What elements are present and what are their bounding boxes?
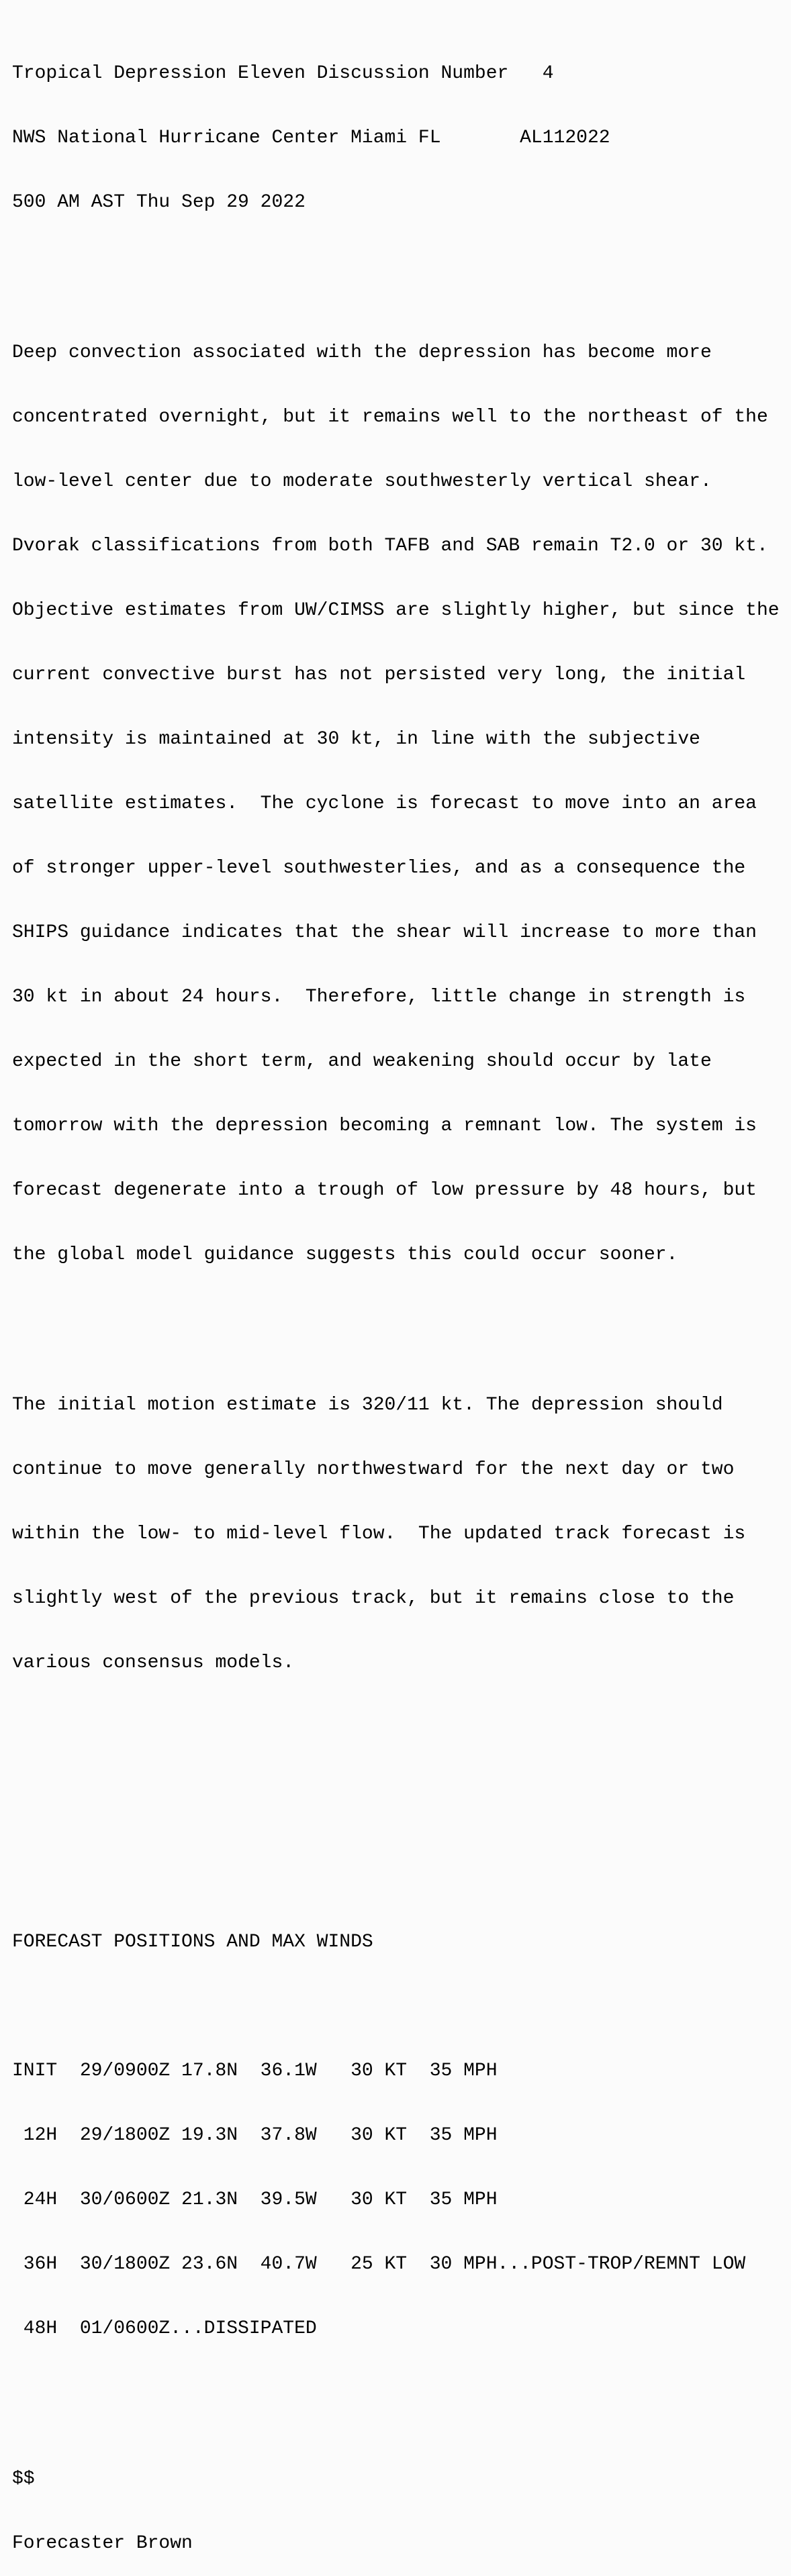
spacer (12, 1846, 780, 1867)
forecast-row: INIT 29/0900Z 17.8N 36.1W 30 KT 35 MPH (12, 2061, 498, 2081)
paragraph-line: tomorrow with the depression becoming a remnant low. The system is (12, 1116, 757, 1136)
discussion-document (12, 20, 780, 2576)
forecast-row: 12H 29/1800Z 19.3N 37.8W 30 KT 35 MPH (12, 2125, 498, 2146)
spacer (12, 1717, 780, 1738)
paragraph-line: the global model guidance suggests this could occur sooner. (12, 1244, 678, 1265)
paragraph-line: expected in the short term, and weakening should occur by late (12, 1051, 712, 1072)
discussion-title: Tropical Depression Eleven Discussion Number 4 (12, 63, 554, 84)
paragraph-line: of stronger upper-level southwesterlies, and as a consequence the (12, 858, 746, 879)
paragraph-line: Objective estimates from UW/CIMSS are slightly higher, but since the (12, 600, 780, 621)
paragraph-line: various consensus models. (12, 1652, 295, 1673)
forecaster-signature: Forecaster Brown (12, 2533, 193, 2554)
spacer (12, 1781, 780, 1803)
spacer (12, 256, 780, 278)
paragraph-line: concentrated overnight, but it remains well to the northeast of the (12, 407, 768, 428)
paragraph-line: forecast degenerate into a trough of low pressure by 48 hours, but (12, 1180, 757, 1201)
spacer (12, 2383, 780, 2404)
paragraph-line: Dvorak classifications from both TAFB and SAB remain T2.0 or 30 kt. (12, 536, 768, 556)
forecast-row: 48H 01/0600Z...DISSIPATED (12, 2318, 317, 2339)
paragraph-line: current convective burst has not persisted very long, the initial (12, 664, 746, 685)
paragraph-line: The initial motion estimate is 320/11 kt. The depression should (12, 1395, 723, 1416)
paragraph-line: 30 kt in about 24 hours. Therefore, little change in strength is (12, 987, 746, 1007)
forecast-row: 36H 30/1800Z 23.6N 40.7W 25 KT 30 MPH...POST-TROP/REMNT LOW (12, 2254, 746, 2275)
paragraph-line: intensity is maintained at 30 kt, in line with the subjective (12, 729, 700, 750)
paragraph-line: satellite estimates. The cyclone is forecast to move into an area (12, 793, 757, 814)
paragraph-line: Deep convection associated with the depression has become more (12, 342, 712, 363)
issuing-office-line: NWS National Hurricane Center Miami FL AL112022 (12, 128, 610, 148)
issue-time-line: 500 AM AST Thu Sep 29 2022 (12, 192, 306, 213)
paragraph-line: within the low- to mid-level flow. The updated track forecast is (12, 1524, 746, 1544)
paragraph-line: slightly west of the previous track, but it remains close to the (12, 1588, 735, 1609)
forecast-heading: FORECAST POSITIONS AND MAX WINDS (12, 1932, 373, 1952)
paragraph-line: continue to move generally northwestward for the next day or two (12, 1459, 735, 1480)
paragraph-line: SHIPS guidance indicates that the shear will increase to more than (12, 922, 757, 943)
spacer (12, 1309, 780, 1330)
forecast-row: 24H 30/0600Z 21.3N 39.5W 30 KT 35 MPH (12, 2189, 498, 2210)
spacer (12, 1996, 780, 2018)
end-marker: $$ (12, 2469, 35, 2489)
paragraph-line: low-level center due to moderate southwesterly vertical shear. (12, 471, 712, 492)
